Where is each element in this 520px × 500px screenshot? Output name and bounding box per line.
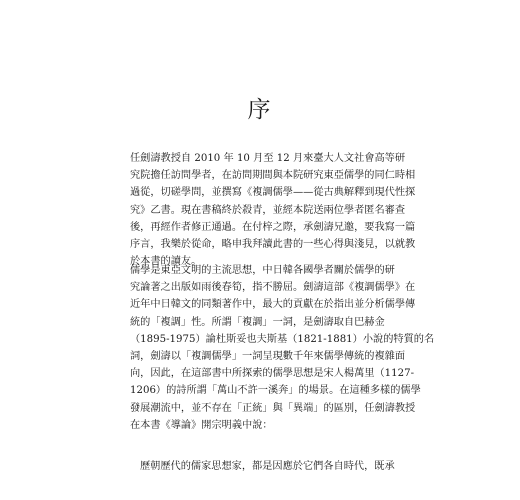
block-quote: 歷朝歷代的儒家思想家，都是因應於它們各自時代，既承	[140, 461, 395, 472]
paragraph-line: 究論著之出版如雨後春筍，指不勝屈。劍濤這部《複調儒學》在	[130, 282, 416, 294]
paragraph-line: 於本書的讀友。	[130, 256, 202, 268]
paragraph-line: 任劍濤教授自 2010 年 10 月至 12 月來臺大人文社會高等研	[130, 153, 406, 164]
paragraph-line: 序言，我樂於從命，略申我拜讀此書的一些心得與淺見，以就教	[130, 239, 416, 251]
paragraph-line: 儒學是東亞文明的主流思想，中日韓各國學者關於儒學的研	[130, 265, 395, 276]
paragraph-line: 統的「複調」性。所謂「複調」一詞，是劍濤取自巴赫金	[130, 316, 385, 328]
paragraph-line: 過從，切磋學問，並撰寫《複調儒學——從古典解釋到現代性探	[130, 187, 416, 199]
paragraph-line: 向，因此，在這部書中所探索的儒學思想是宋人楊萬里（1127-	[130, 368, 415, 380]
paragraph-line: 在本書《導論》開宗明義中說：	[130, 419, 273, 431]
page-title: 序	[247, 97, 273, 123]
paragraph-line: 近年中日韓文的同類著作中，最大的貢獻在於指出並分析儒學傳	[130, 299, 416, 311]
preface-paragraph-2	[130, 262, 435, 434]
paragraph-line: 發展潮流中，並不存在「正統」與「異端」的區別，任劍濤教授	[130, 402, 416, 414]
paragraph-line: 後，再經作者修正通過。在付梓之際，承劍濤兄邀，要我寫一篇	[130, 221, 416, 233]
paragraph-line: 究院擔任訪問學者，在訪問期間與本院研究東亞儒學的同仁時相	[130, 170, 416, 182]
paragraph-line: 1206）的詩所謂「萬山不許一溪奔」的場景。在這種多樣的儒學	[130, 385, 421, 397]
paragraph-line: （1895-1975）論杜斯妥也夫斯基（1821-1881）小說的特質的名	[130, 333, 435, 345]
paragraph-line: 究》乙書。現在書稿終於殺青，並經本院送兩位學者匿名審查	[130, 204, 406, 216]
paragraph-line: 詞，劍濤以「複調儒學」一詞呈現數千年來儒學傳統的複雜面	[130, 351, 406, 363]
preface-paragraph-1	[130, 150, 416, 270]
